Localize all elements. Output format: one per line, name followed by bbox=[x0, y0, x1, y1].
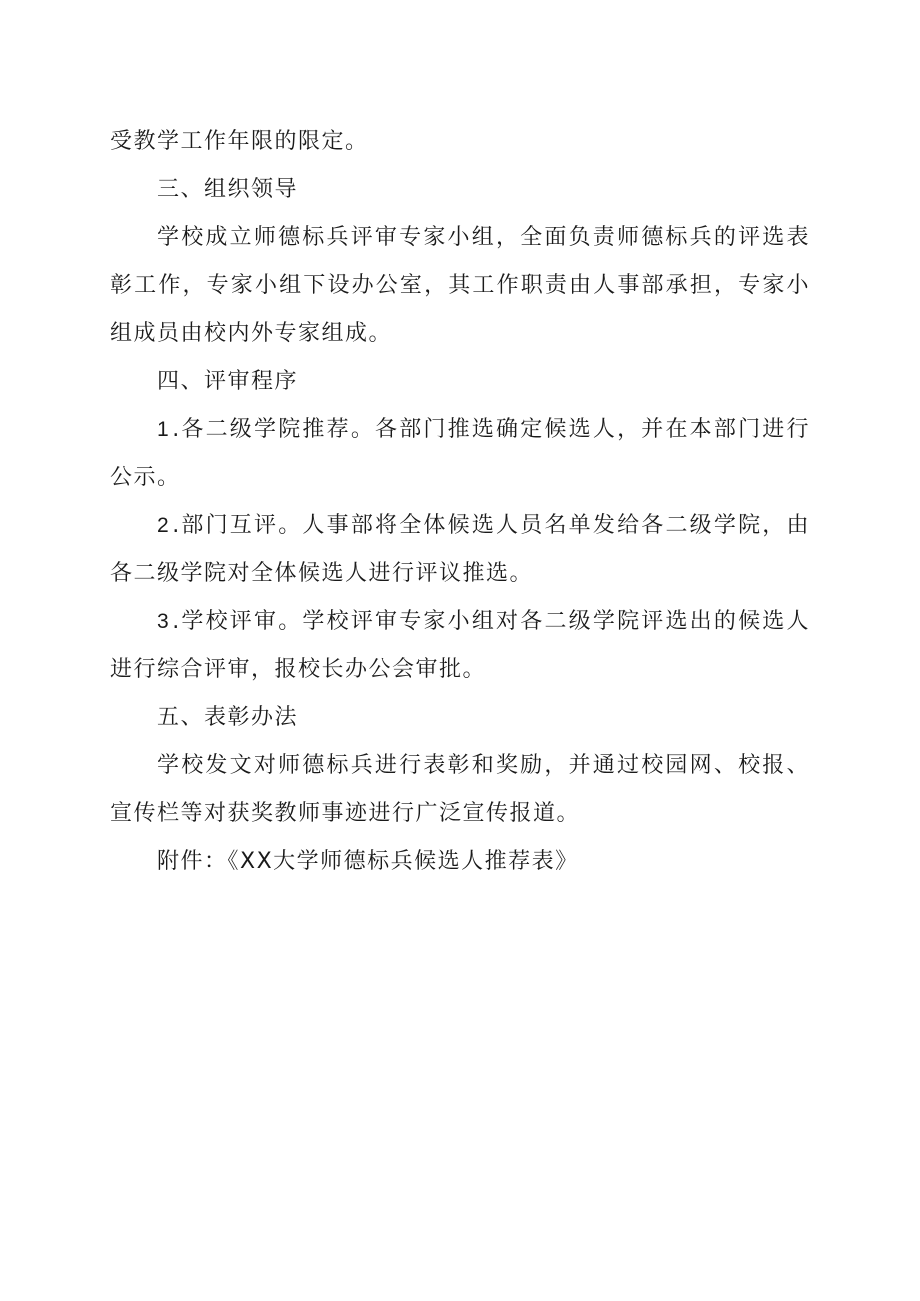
attachment-line: 附件：《XX大学师德标兵候选人推荐表》 bbox=[157, 849, 579, 874]
document-body bbox=[110, 118, 810, 886]
organization-paragraph: 学校成立师德标兵评审专家小组，全面负责师德标兵的评选表彰工作，专家小组下设办公室，其工作职责由人事部承担，专家小组成员由校内外专家组成。 bbox=[110, 225, 810, 346]
step-number: 2 bbox=[157, 514, 171, 537]
step-text: .学校评审。学校评审专家小组对各二级学院评选出的候选人进行综合评审，报校长办公会审批。 bbox=[110, 609, 810, 682]
continuation-paragraph: 受教学工作年限的限定。 bbox=[110, 129, 369, 154]
section-heading-procedure: 四、评审程序 bbox=[157, 369, 299, 394]
step-number: 3 bbox=[157, 610, 171, 633]
procedure-step-2 bbox=[110, 502, 810, 598]
procedure-step-3 bbox=[110, 598, 810, 694]
step-text: .部门互评。人事部将全体候选人员名单发给各二级学院，由各二级学院对全体候选人进行评议推选。 bbox=[110, 513, 810, 586]
step-number: 1 bbox=[157, 418, 171, 441]
step-text: .各二级学院推荐。各部门推选确定候选人，并在本部门进行公示。 bbox=[110, 417, 810, 490]
section-heading-organization: 三、组织领导 bbox=[157, 177, 299, 202]
commendation-paragraph: 学校发文对师德标兵进行表彰和奖励，并通过校园网、校报、宣传栏等对获奖教师事迹进行广泛宣传报道。 bbox=[110, 753, 810, 826]
section-heading-commendation: 五、表彰办法 bbox=[157, 705, 299, 730]
procedure-step-1 bbox=[110, 406, 810, 502]
